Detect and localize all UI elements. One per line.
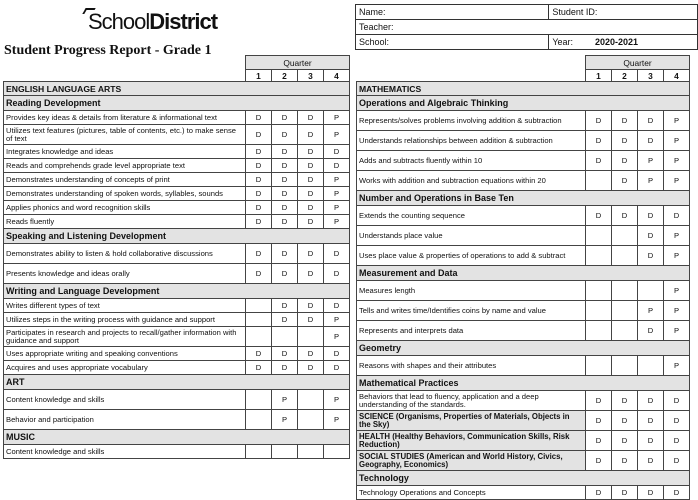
grade-cell-q4[interactable]: P <box>664 131 690 151</box>
grade-cell-q3[interactable]: D <box>638 451 664 471</box>
grade-cell-q4[interactable]: P <box>664 321 690 341</box>
header-spacer <box>357 70 586 82</box>
skill-label: SCIENCE (Organisms, Properties of Materials, Objects in the Sky) <box>357 411 586 431</box>
grade-cell-q1[interactable]: D <box>586 486 612 500</box>
grade-cell-q4[interactable]: D <box>664 206 690 226</box>
section-heading-row <box>4 375 350 390</box>
grade-cell-q4[interactable]: P <box>664 246 690 266</box>
grade-cell-q3[interactable]: D <box>298 299 324 313</box>
grade-cell-q4[interactable]: P <box>324 327 350 347</box>
grade-cell-q4[interactable]: P <box>664 301 690 321</box>
quarter-number-row <box>357 70 690 82</box>
grade-cell-q2[interactable]: D <box>272 244 298 264</box>
section-heading-row <box>357 341 690 356</box>
grade-cell-q3[interactable]: D <box>298 361 324 375</box>
section-heading: Number and Operations in Base Ten <box>357 191 690 206</box>
grade-cell-q4[interactable]: P <box>664 111 690 131</box>
grade-cell-q4[interactable]: D <box>324 264 350 284</box>
section-heading-row <box>357 96 690 111</box>
grade-cell-q4[interactable]: D <box>324 347 350 361</box>
grade-cell-q1[interactable]: D <box>246 187 272 201</box>
quarter-label: Quarter <box>246 56 350 70</box>
grade-cell-q3[interactable]: D <box>638 486 664 500</box>
grade-cell-q1[interactable]: D <box>586 151 612 171</box>
grade-cell-q3[interactable]: D <box>638 131 664 151</box>
grade-cell-q2[interactable]: D <box>272 201 298 215</box>
name-field[interactable]: Name: <box>356 5 549 20</box>
grade-cell-q3[interactable]: D <box>638 111 664 131</box>
section-heading: Reading Development <box>4 96 350 111</box>
grade-cell-q3[interactable]: D <box>638 226 664 246</box>
skill-label: HEALTH (Healthy Behaviors, Communication Skills, Risk Reduction) <box>357 431 586 451</box>
skill-label: Adds and subtracts fluently within 10 <box>357 151 586 171</box>
grade-cell-q2[interactable]: D <box>272 361 298 375</box>
grade-cell-q3[interactable]: D <box>638 246 664 266</box>
grade-row <box>357 281 690 301</box>
skill-label: Technology Operations and Concepts <box>357 486 586 500</box>
grade-cell-q4[interactable]: D <box>324 159 350 173</box>
grade-row <box>357 391 690 411</box>
section-heading: Geometry <box>357 341 690 356</box>
grade-cell-q2[interactable]: D <box>612 171 638 191</box>
grade-cell-q2[interactable]: D <box>272 173 298 187</box>
quarter-header-row <box>357 56 690 70</box>
grade-cell-q4[interactable]: P <box>324 410 350 430</box>
grade-cell-q1[interactable]: D <box>586 391 612 411</box>
year-field: Year: 2020-2021 <box>549 35 698 50</box>
section-heading: ART <box>4 375 350 390</box>
grade-cell-q3[interactable] <box>298 445 324 459</box>
grade-cell-q1[interactable]: D <box>246 125 272 145</box>
grade-row <box>4 215 350 229</box>
quarter-number: 3 <box>298 70 324 82</box>
quarter-number: 1 <box>246 70 272 82</box>
grade-row <box>4 187 350 201</box>
grade-cell-q2[interactable]: D <box>612 111 638 131</box>
section-heading-row <box>4 284 350 299</box>
grade-cell-q1[interactable]: D <box>586 111 612 131</box>
skill-label: Integrates knowledge and ideas <box>4 145 246 159</box>
grade-cell-q1[interactable] <box>586 246 612 266</box>
section-heading-row <box>357 191 690 206</box>
grade-row <box>357 451 690 471</box>
section-heading: Operations and Algebraic Thinking <box>357 96 690 111</box>
grade-cell-q4[interactable]: P <box>324 173 350 187</box>
grade-row <box>4 173 350 187</box>
grade-cell-q3[interactable] <box>298 390 324 410</box>
grade-cell-q1[interactable]: D <box>246 361 272 375</box>
section-heading: Writing and Language Development <box>4 284 350 299</box>
grade-cell-q3[interactable] <box>638 356 664 376</box>
skill-label: Demonstrates understanding of concepts of print <box>4 173 246 187</box>
section-heading: Measurement and Data <box>357 266 690 281</box>
grade-cell-q3[interactable]: D <box>298 145 324 159</box>
quarter-number: 2 <box>272 70 298 82</box>
subject-heading: MATHEMATICS <box>357 82 690 96</box>
grade-row <box>4 361 350 375</box>
grade-row <box>4 244 350 264</box>
grade-cell-q4[interactable]: D <box>324 244 350 264</box>
grade-cell-q3[interactable]: D <box>298 187 324 201</box>
grade-cell-q1[interactable]: D <box>586 451 612 471</box>
grade-cell-q3[interactable]: D <box>638 411 664 431</box>
section-heading: Mathematical Practices <box>357 376 690 391</box>
grade-cell-q2[interactable] <box>612 321 638 341</box>
grade-cell-q1[interactable] <box>246 299 272 313</box>
grade-cell-q2[interactable] <box>612 301 638 321</box>
quarter-header-row <box>4 56 350 70</box>
grade-cell-q4[interactable]: P <box>324 125 350 145</box>
grade-cell-q1[interactable]: D <box>246 145 272 159</box>
grade-cell-q1[interactable]: D <box>246 173 272 187</box>
section-heading: MUSIC <box>4 430 350 445</box>
school-field[interactable]: School: <box>356 35 549 50</box>
grade-cell-q1[interactable] <box>246 390 272 410</box>
grade-row <box>4 410 350 430</box>
grade-cell-q1[interactable] <box>246 410 272 430</box>
grade-cell-q1[interactable] <box>246 445 272 459</box>
skill-label: Provides key ideas & details from literature & informational text <box>4 111 246 125</box>
grade-row <box>357 486 690 500</box>
skill-label: Applies phonics and word recognition skills <box>4 201 246 215</box>
grade-cell-q4[interactable]: D <box>664 451 690 471</box>
grade-cell-q4[interactable]: D <box>664 391 690 411</box>
quarter-number: 3 <box>638 70 664 82</box>
skill-label: Works with addition and subtraction equations within 20 <box>357 171 586 191</box>
quarter-number: 4 <box>324 70 350 82</box>
grade-cell-q1[interactable]: D <box>246 244 272 264</box>
grade-cell-q4[interactable]: P <box>324 390 350 410</box>
grade-cell-q3[interactable]: D <box>298 125 324 145</box>
grade-cell-q1[interactable] <box>586 171 612 191</box>
grade-cell-q2[interactable]: D <box>272 313 298 327</box>
grade-cell-q2[interactable]: D <box>272 299 298 313</box>
grade-cell-q3[interactable]: D <box>298 313 324 327</box>
grade-row <box>4 313 350 327</box>
grade-cell-q3[interactable]: D <box>298 201 324 215</box>
grade-cell-q4[interactable]: D <box>324 299 350 313</box>
skill-label: Reasons with shapes and their attributes <box>357 356 586 376</box>
skill-label: Represents and interprets data <box>357 321 586 341</box>
grade-cell-q2[interactable] <box>612 281 638 301</box>
skill-label: Content knowledge and skills <box>4 445 246 459</box>
skill-label: Demonstrates understanding of spoken words, syllables, sounds <box>4 187 246 201</box>
grade-row <box>357 171 690 191</box>
grade-cell-q3[interactable]: D <box>298 264 324 284</box>
grade-cell-q1[interactable]: D <box>246 347 272 361</box>
grade-cell-q1[interactable]: D <box>246 111 272 125</box>
math-grades-table <box>356 55 690 500</box>
school-district-logo: SchoolDistrict <box>88 9 218 34</box>
grade-cell-q3[interactable]: P <box>638 171 664 191</box>
grade-cell-q4[interactable]: D <box>324 145 350 159</box>
year-value: 2020-2021 <box>595 37 639 47</box>
section-heading-row <box>357 266 690 281</box>
grade-cell-q2[interactable]: D <box>272 347 298 361</box>
grade-cell-q2[interactable] <box>612 246 638 266</box>
grade-row <box>357 246 690 266</box>
grade-row <box>4 390 350 410</box>
grade-cell-q1[interactable]: D <box>586 411 612 431</box>
grade-row <box>357 356 690 376</box>
skill-label: Understands place value <box>357 226 586 246</box>
grade-cell-q3[interactable]: D <box>298 159 324 173</box>
grade-cell-q2[interactable]: P <box>272 410 298 430</box>
grade-row <box>357 411 690 431</box>
grade-cell-q1[interactable] <box>586 281 612 301</box>
grade-cell-q4[interactable]: D <box>324 361 350 375</box>
grade-row <box>4 264 350 284</box>
grade-cell-q1[interactable]: D <box>586 431 612 451</box>
quarter-number: 2 <box>612 70 638 82</box>
grade-cell-q1[interactable] <box>586 321 612 341</box>
subject-heading-row <box>4 82 350 96</box>
subject-heading-row <box>357 82 690 96</box>
grade-cell-q2[interactable]: D <box>272 145 298 159</box>
grade-cell-q4[interactable]: D <box>664 486 690 500</box>
skill-label: Presents knowledge and ideas orally <box>4 264 246 284</box>
skill-label: Reads and comprehends grade level appropriate text <box>4 159 246 173</box>
grade-row <box>357 151 690 171</box>
grade-cell-q3[interactable] <box>298 410 324 430</box>
grade-row <box>357 206 690 226</box>
grade-cell-q1[interactable]: D <box>586 131 612 151</box>
grade-cell-q3[interactable]: D <box>298 111 324 125</box>
grade-cell-q4[interactable]: P <box>324 187 350 201</box>
grade-cell-q2[interactable]: D <box>272 111 298 125</box>
grade-cell-q2[interactable]: D <box>272 159 298 173</box>
skill-label: Acquires and uses appropriate vocabulary <box>4 361 246 375</box>
grade-cell-q3[interactable]: D <box>638 431 664 451</box>
student-id-field[interactable]: Student ID: <box>549 5 698 20</box>
grade-cell-q1[interactable]: D <box>246 159 272 173</box>
grade-cell-q2[interactable]: D <box>612 451 638 471</box>
grade-cell-q2[interactable]: D <box>612 131 638 151</box>
grade-row <box>4 347 350 361</box>
grade-cell-q2[interactable] <box>272 327 298 347</box>
skill-label: Behavior and participation <box>4 410 246 430</box>
grade-cell-q3[interactable]: D <box>638 321 664 341</box>
grade-cell-q4[interactable]: P <box>324 201 350 215</box>
grade-cell-q1[interactable] <box>246 327 272 347</box>
grade-cell-q2[interactable]: D <box>272 264 298 284</box>
skill-label: Measures length <box>357 281 586 301</box>
grade-cell-q3[interactable]: D <box>638 206 664 226</box>
section-heading-row <box>4 96 350 111</box>
grade-row <box>4 145 350 159</box>
grade-cell-q2[interactable]: D <box>612 431 638 451</box>
skill-label: Utilizes text features (pictures, table of contents, etc.) to make sense of text <box>4 125 246 145</box>
grade-row <box>4 327 350 347</box>
section-heading: Speaking and Listening Development <box>4 229 350 244</box>
grade-row <box>4 201 350 215</box>
grade-cell-q3[interactable]: D <box>298 347 324 361</box>
skill-label: Participates in research and projects to recall/gather information with guidance and support <box>4 327 246 347</box>
skill-label: SOCIAL STUDIES (American and World History, Civics, Geography, Economics) <box>357 451 586 471</box>
grade-row <box>357 431 690 451</box>
grade-row <box>357 226 690 246</box>
grade-row <box>4 111 350 125</box>
quarter-number-row <box>4 70 350 82</box>
grade-cell-q4[interactable]: D <box>664 411 690 431</box>
student-info-table <box>355 4 698 50</box>
section-heading-row <box>357 376 690 391</box>
grade-row <box>4 159 350 173</box>
grade-cell-q1[interactable] <box>586 356 612 376</box>
grade-cell-q1[interactable] <box>246 313 272 327</box>
grade-cell-q1[interactable] <box>586 301 612 321</box>
quarter-number: 1 <box>586 70 612 82</box>
grade-cell-q2[interactable]: D <box>272 125 298 145</box>
subject-heading: ENGLISH LANGUAGE ARTS <box>4 82 350 96</box>
section-heading: Technology <box>357 471 690 486</box>
grade-cell-q2[interactable]: D <box>612 411 638 431</box>
grade-cell-q3[interactable]: P <box>638 301 664 321</box>
quarter-label: Quarter <box>586 56 690 70</box>
grade-cell-q4[interactable]: D <box>664 431 690 451</box>
grade-cell-q2[interactable]: D <box>272 187 298 201</box>
grade-cell-q2[interactable]: P <box>272 390 298 410</box>
grade-cell-q4[interactable]: P <box>664 281 690 301</box>
skill-label: Utilizes steps in the writing process with guidance and support <box>4 313 246 327</box>
grade-cell-q4[interactable]: P <box>664 151 690 171</box>
grade-cell-q2[interactable]: D <box>612 486 638 500</box>
grade-cell-q3[interactable]: D <box>298 244 324 264</box>
skill-label: Behaviors that lead to fluency, application and a deep understanding of the standards. <box>357 391 586 411</box>
skill-label: Tells and writes time/Identifies coins by name and value <box>357 301 586 321</box>
grade-cell-q1[interactable]: D <box>246 264 272 284</box>
grade-cell-q1[interactable] <box>586 226 612 246</box>
grade-cell-q4[interactable]: P <box>324 215 350 229</box>
grade-row <box>357 321 690 341</box>
grade-cell-q2[interactable] <box>612 356 638 376</box>
quarter-number: 4 <box>664 70 690 82</box>
skill-label: Represents/solves problems involving addition & subtraction <box>357 111 586 131</box>
skill-label: Content knowledge and skills <box>4 390 246 410</box>
grade-cell-q1[interactable]: D <box>246 201 272 215</box>
grade-cell-q4[interactable]: P <box>664 356 690 376</box>
grade-cell-q4[interactable]: P <box>664 171 690 191</box>
grade-cell-q4[interactable]: P <box>324 111 350 125</box>
grade-cell-q3[interactable]: P <box>638 151 664 171</box>
grade-cell-q3[interactable]: D <box>638 391 664 411</box>
grade-cell-q3[interactable]: D <box>298 173 324 187</box>
header-spacer <box>4 56 246 70</box>
report-title: Student Progress Report - Grade 1 <box>4 43 212 58</box>
section-heading-row <box>4 430 350 445</box>
grade-row <box>357 301 690 321</box>
ela-grades-table <box>3 55 350 459</box>
grade-row <box>357 111 690 131</box>
skill-label: Reads fluently <box>4 215 246 229</box>
grade-row <box>4 125 350 145</box>
header-spacer <box>357 56 586 70</box>
grade-cell-q2[interactable] <box>612 226 638 246</box>
header-spacer <box>4 70 246 82</box>
grade-row <box>4 445 350 459</box>
skill-label: Demonstrates ability to listen & hold collaborative discussions <box>4 244 246 264</box>
grade-cell-q2[interactable] <box>272 445 298 459</box>
grade-cell-q1[interactable]: D <box>246 215 272 229</box>
grade-cell-q3[interactable] <box>638 281 664 301</box>
grade-row <box>4 299 350 313</box>
grade-cell-q4[interactable]: P <box>324 313 350 327</box>
grade-cell-q4[interactable] <box>324 445 350 459</box>
grade-cell-q2[interactable]: D <box>612 391 638 411</box>
skill-label: Writes different types of text <box>4 299 246 313</box>
grade-cell-q1[interactable]: D <box>586 206 612 226</box>
skill-label: Extends the counting sequence <box>357 206 586 226</box>
section-heading-row <box>4 229 350 244</box>
grade-cell-q3[interactable] <box>298 327 324 347</box>
teacher-field[interactable]: Teacher: <box>356 20 698 35</box>
grade-cell-q2[interactable]: D <box>612 151 638 171</box>
skill-label: Uses appropriate writing and speaking conventions <box>4 347 246 361</box>
grade-cell-q2[interactable]: D <box>272 215 298 229</box>
section-heading-row <box>357 471 690 486</box>
grade-cell-q3[interactable]: D <box>298 215 324 229</box>
grade-cell-q4[interactable]: P <box>664 226 690 246</box>
grade-cell-q2[interactable]: D <box>612 206 638 226</box>
skill-label: Understands relationships between addition & subtraction <box>357 131 586 151</box>
skill-label: Uses place value & properties of operations to add & subtract <box>357 246 586 266</box>
grade-row <box>357 131 690 151</box>
